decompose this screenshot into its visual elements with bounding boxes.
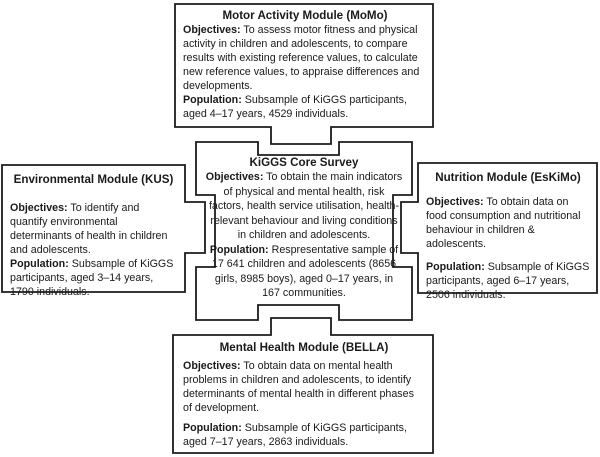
population-label: Population: [209,243,269,256]
kus-population-text: Subsample of KiGGS participants, aged 3–14 years, 1790 individuals. [10,258,174,298]
bella-title: Mental Health Module (BELLA) [219,341,389,354]
momo-objectives [183,23,427,93]
population-label: Population: [183,94,242,106]
module-box-eskimo [426,170,590,302]
core-objectives-text: To obtain the main indicators of physical and mental health, risk factors, health service utilisation, health-relevant behaviour and living conditions in children and adolescents. [208,171,403,241]
eskimo-objectives-text: To obtain data on food consumption and nutritional behaviour in children & adolescents. [426,196,581,250]
population-label: Population: [10,258,69,270]
objectives-label: Objectives: [183,24,241,36]
momo-population [183,93,427,121]
module-box-bella [183,340,425,449]
objectives-label: Objectives: [426,196,484,208]
core-objectives [205,170,403,243]
module-box-kus [10,172,177,299]
objectives-label: Objectives: [183,360,241,372]
core-title: KiGGS Core Survey [249,156,359,169]
core-population [205,243,403,301]
eskimo-population [426,260,590,302]
core-box [205,155,403,301]
objectives-label: Objectives: [10,202,68,214]
momo-title: Motor Activity Module (MoMo) [222,9,388,22]
population-label: Population: [426,261,485,273]
momo-objectives-text: To assess motor fitness and physical activity in children and adolescents, to compare results with existing reference values, to calculate new reference values, to appraise differences and developments. [183,24,420,92]
bella-objectives [183,359,425,415]
objectives-label: Objectives: [205,171,264,183]
bella-population [183,421,425,449]
population-label: Population: [183,422,242,434]
kus-objectives-text: To identify and quantify environmental determinants of health in children and adolescents. [10,202,168,256]
kus-population [10,257,177,299]
momo-population-text: Subsample of KiGGS participants, aged 4–17 years, 4529 individuals. [183,94,407,120]
kus-title: Environmental Module (KUS) [13,173,174,186]
eskimo-objectives [426,195,590,251]
kus-objectives [10,201,177,257]
module-box-momo [183,8,427,121]
bella-population-text: Subsample of KiGGS participants, aged 7–17 years, 2863 individuals. [183,422,407,448]
core-population-text: Respresentative sample of 17 641 children and adolescents (8656 girls, 8985 boys), aged 0–17 years, in 167 communities. [211,243,399,299]
eskimo-title: Nutrition Module (EsKiMo) [435,171,581,184]
eskimo-population-text: Subsample of KiGGS participants, aged 6–17 years, 2506 individuals. [426,261,590,301]
bella-objectives-text: To obtain data on mental health problems in children and adolescents, to identify determinants of mental health in different phases of development. [183,360,414,414]
